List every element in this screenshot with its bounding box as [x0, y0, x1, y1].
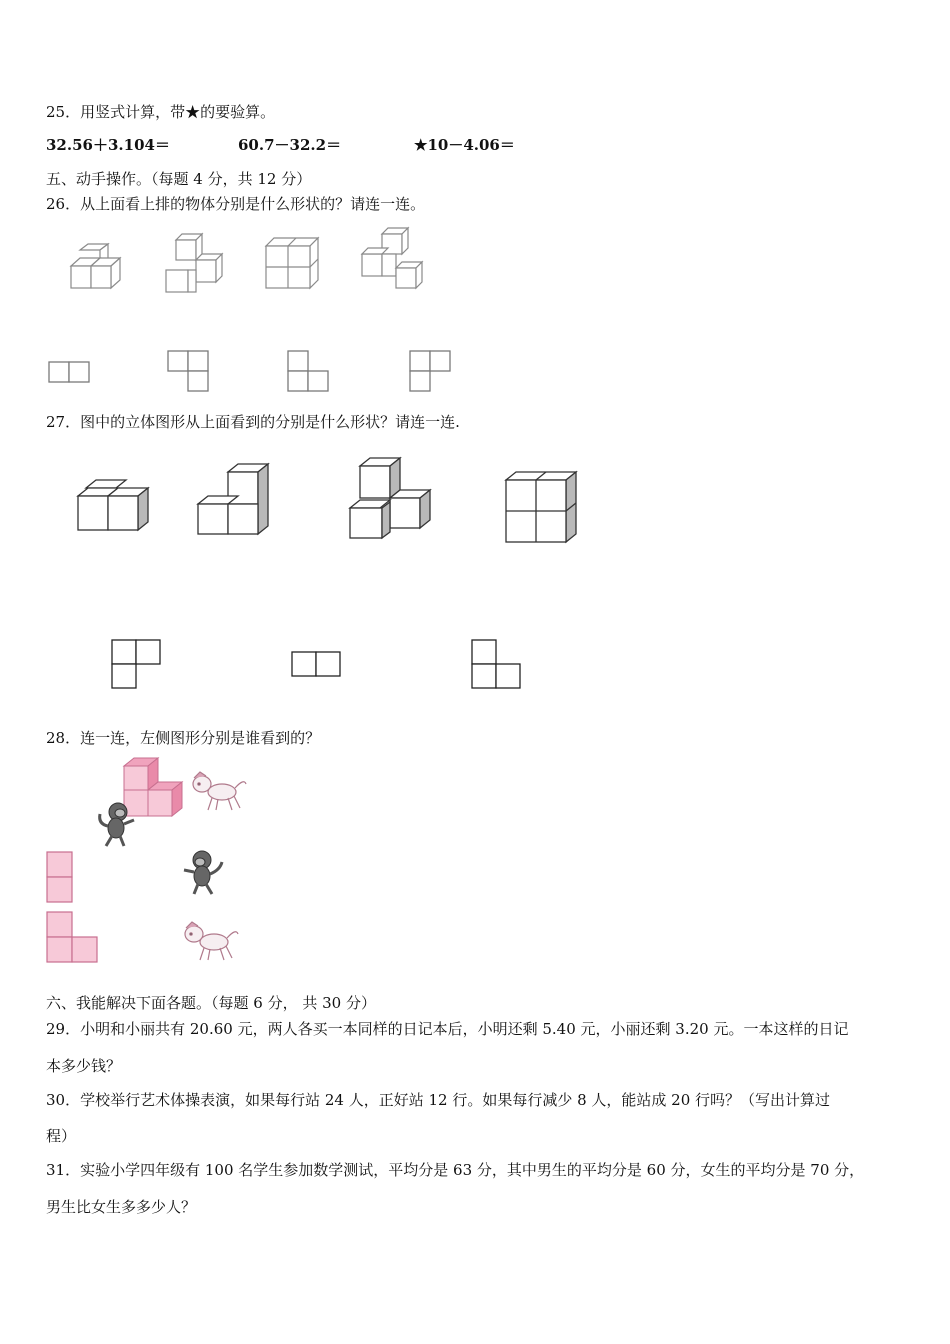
monkey-icon-1 — [94, 800, 138, 848]
q29-line-2: 本多少钱？ — [46, 1057, 122, 1075]
q31-line-2: 男生比女生多多少人？ — [46, 1198, 197, 1216]
q26-view-1 — [48, 360, 90, 384]
q25-expr-2: 60.7－32.2＝ — [238, 136, 342, 154]
q27-solid-3 — [348, 456, 434, 542]
q30-line-2: 程） — [46, 1127, 77, 1145]
q27-solid-4 — [504, 470, 580, 548]
q26-view-4 — [408, 350, 452, 394]
q27-title: 27．图中的立体图形从上面看到的分别是什么形状？请连一连. — [46, 413, 460, 431]
q28-title: 28．连一连，左侧图形分别是谁看到的？ — [46, 729, 321, 747]
dog-icon-2 — [180, 918, 242, 964]
q26-solid-2 — [160, 232, 226, 294]
q26-view-2 — [166, 350, 210, 394]
q31-line-1: 31．实验小学四年级有 100 名学生参加数学测试，平均分是 63 分，其中男生的平均分是 60 分，女生的平均分是 70 分， — [46, 1161, 865, 1179]
q25-expr-1: 32.56＋3.104＝ — [46, 136, 170, 154]
q26-view-3 — [286, 350, 330, 394]
q29-line-1: 29．小明和小丽共有 20.60 元，两人各买一本同样的日记本后，小明还剩 5.40 元，小丽还剩 3.20 元。一本这样的日记 — [46, 1020, 849, 1038]
q25-title: 25．用竖式计算，带★的要验算。 — [46, 103, 276, 121]
q28-view-vertical — [45, 850, 75, 906]
monkey-icon-2 — [180, 848, 226, 896]
q26-solid-3 — [262, 236, 322, 292]
q27-solid-1 — [76, 478, 152, 536]
q28-view-l-shape — [45, 910, 101, 966]
q26-solid-1 — [66, 244, 126, 292]
q26-title: 26．从上面看上排的物体分别是什么形状的？请连一连。 — [46, 195, 426, 213]
q27-view-2 — [290, 650, 344, 678]
q26-solid-4 — [358, 226, 424, 292]
q27-view-3 — [470, 638, 524, 692]
q27-view-1 — [110, 638, 164, 692]
section5-title: 五、动手操作。（每题 4 分，共 12 分） — [46, 170, 312, 188]
q27-solid-2 — [196, 462, 272, 538]
q25-expr-3: ★10－4.06＝ — [414, 136, 515, 154]
dog-icon-1 — [188, 770, 248, 814]
q30-line-1: 30．学校举行艺术体操表演，如果每行站 24 人，正好站 12 行。如果每行减少 8 人，能站成 20 行吗？（写出计算过 — [46, 1091, 831, 1109]
section6-title: 六、我能解决下面各题。（每题 6 分， 共 30 分） — [46, 994, 376, 1012]
